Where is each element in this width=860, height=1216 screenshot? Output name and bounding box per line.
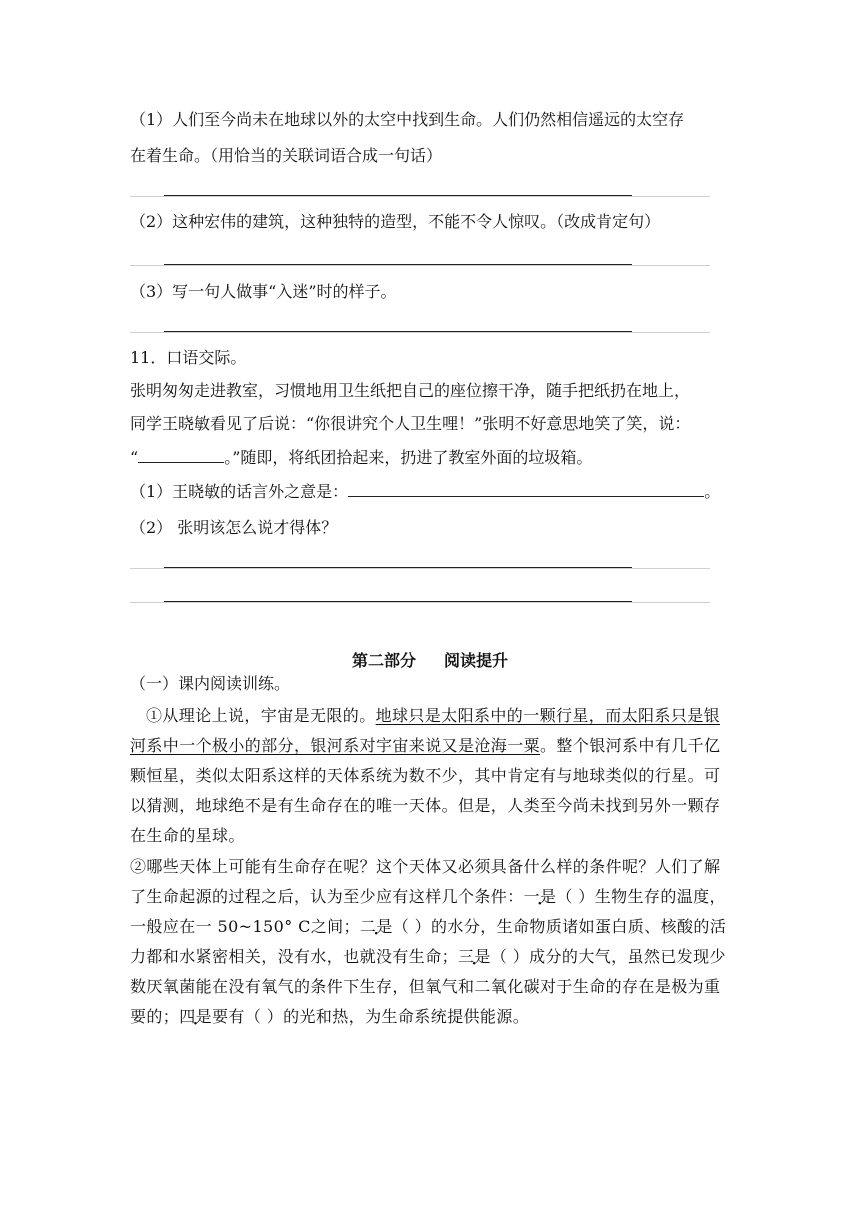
q11-paragraph-line3 — [130, 448, 592, 468]
q11-paragraph-line1: 张明匆匆走进教室，习惯地用卫生纸把自己的座位擦干净，随手把纸扔在地上， — [130, 381, 691, 400]
part2-title-name: 阅读提升 — [444, 651, 509, 670]
q11-item1-label: （1）王晓敏的话言外之意是： — [130, 482, 349, 501]
q11-item1-end: 。 — [704, 482, 721, 501]
q10-item2: （2）这种宏伟的建筑，这种独特的造型，不能不令人惊叹。（改成肯定句） — [130, 212, 661, 231]
p1-text: ①从理论上说，宇宙是无限的。 — [146, 706, 376, 725]
answer-line[interactable] — [130, 568, 710, 569]
fill-blank[interactable] — [138, 462, 224, 463]
q11-paragraph-line2: 同学王晓敏看见了后说：“你很讲究个人卫生哩！”张明不好意思地笑了笑，说： — [130, 414, 691, 433]
q11-paragraph-line3-rest: 。”随即，将纸团拾起来，扔进了教室外面的垃圾箱。 — [224, 448, 593, 467]
q11-heading: 11．口语交际。 — [130, 348, 247, 367]
q10-item1-line2: 在着生命。（用恰当的关联词语合成一句话） — [130, 146, 443, 165]
condition-three: 三是 — [458, 947, 491, 966]
q10-item1-line1: （1）人们至今尚未在地球以外的太空中找到生命。人们仍然相信遥远的太空存 — [130, 110, 685, 129]
p1-text: 几千亿颗恒星，类似太阳系这样的天体系统为数不少，其中肯定有与地球类似的 — [130, 736, 721, 785]
p1-underlined: 地球只是太阳系中的一颗行星，而太阳系只是银河系中一个极小的部分，银河系对宇宙来说又是沧海一粟 — [130, 706, 721, 755]
answer-line[interactable] — [130, 602, 710, 603]
condition-four: 四是 — [179, 1007, 213, 1026]
p1-text: 行星。可以猜测，地球绝不是有生命存在的唯一天体。但是，人类至今尚未找到 — [130, 766, 721, 815]
q11-item1 — [130, 482, 720, 502]
q10-item3: （3）写一句人做事“入迷”时的样子。 — [130, 282, 397, 301]
p1-text: 另外一颗存在生命的星球。 — [130, 796, 721, 845]
answer-line[interactable] — [130, 196, 710, 197]
answer-line[interactable] — [130, 332, 710, 333]
section-heading: （一）课内阅读训练。 — [130, 674, 291, 693]
condition-two: 二是 — [359, 917, 393, 936]
fill-blank[interactable] — [348, 496, 704, 497]
answer-line[interactable] — [130, 265, 710, 266]
open-quote: “ — [130, 448, 139, 467]
q11-item2: （2） 张明该怎么说才得体？ — [130, 518, 338, 537]
part2-title-part: 第二部分 — [351, 651, 416, 670]
p1-text: 。整个银河系中有 — [540, 736, 672, 755]
condition-one: 一是 — [523, 887, 557, 906]
reading-paragraph-2: ②哪些天体上可能有生命存在呢？这个天体又必须具备什么样的条件呢？人们了解了生命起源的过程之后，认为至少应有这样几个条件：一是（ ）生物生存的温度，一般应在一 50~150° C之间；二是（ ）的水分，生命物质诸如蛋白质、核酸的活力都和水紧密相关，没有水，也就没有生命；三是（ ）成分的大气，虽然已发现少数厌氧菌能在没有氧气的条件下生存，但氧气和二氧化碳对于生命的存在是极为重要的；四是要有（ ）的光和热，为生命系统提供能源。 — [130, 857, 727, 1026]
reading-paragraph-1 — [130, 701, 730, 851]
part2-title — [0, 648, 860, 671]
